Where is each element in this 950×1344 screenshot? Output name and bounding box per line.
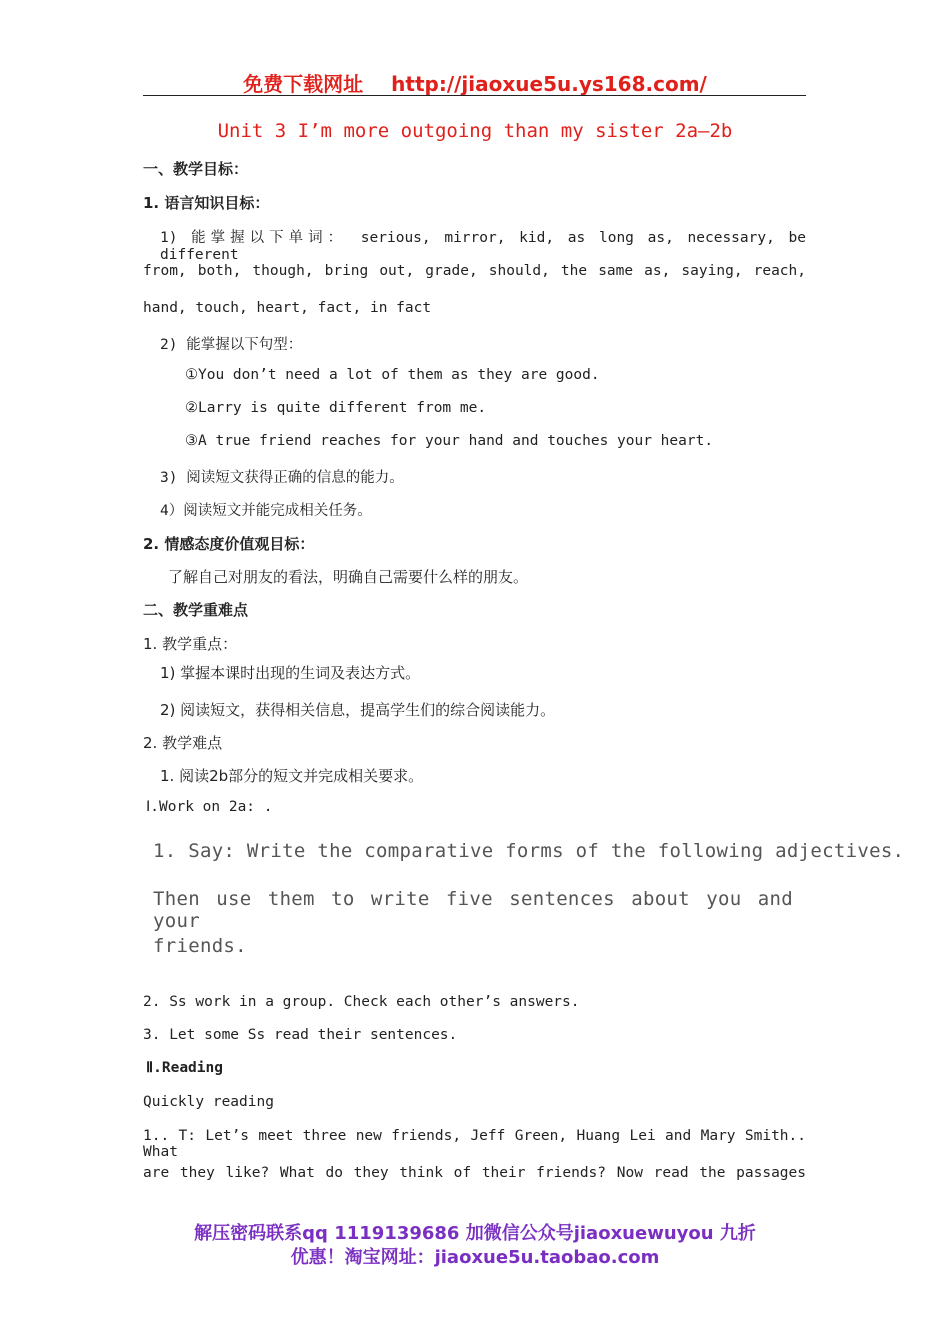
vocab-line-2: from, both, though, bring out, grade, should, the same as, saying, reach, — [143, 263, 806, 279]
footer-line-2: 优惠！淘宝网址：jiaoxue5u.taobao.com — [290, 1247, 660, 1268]
section-objectives-heading: 一、教学目标： — [143, 160, 249, 178]
step-2: 2. Ss work in a group. Check each other’s answers. — [143, 994, 580, 1010]
reading-para-line-1: 1.. T: Let’s meet three new friends, Jeff Green, Huang Lei and Mary Smith.. What — [143, 1128, 806, 1160]
sentence-patterns-item: 2) 能掌握以下句型： — [160, 337, 303, 353]
header-rule — [143, 95, 806, 96]
sentence-1: ①You don’t need a lot of them as they are good. — [185, 367, 600, 383]
difficulty-label: 2. 教学难点 — [143, 734, 223, 752]
footer-line-1: 解压密码联系qq 1119139686 加微信公众号jiaoxuewuyou 九折 — [194, 1223, 756, 1244]
reading-heading: Ⅱ.Reading — [146, 1060, 223, 1076]
reading-ability-item: 3) 阅读短文获得正确的信息的能力。 — [160, 470, 404, 486]
instruction-image-line-3: friends. — [153, 935, 247, 957]
key-points-label: 1. 教学重点： — [143, 635, 238, 653]
language-goals-heading: 1. 语言知识目标： — [143, 194, 270, 212]
vocab-line-1: 1) 能掌握以下单词： serious, mirror, kid, as long as, necessary, be different — [160, 230, 806, 263]
difficulty-1: 1. 阅读2b部分的短文并完成相关要求。 — [160, 767, 424, 785]
vocab-line-3: hand, touch, heart, fact, in fact — [143, 300, 432, 316]
work-on-2a-heading: Ⅰ.Work on 2a: . — [146, 799, 273, 815]
page-title: Unit 3 I’m more outgoing than my sister 2a—2b — [217, 120, 733, 142]
key-point-1: 1) 掌握本课时出现的生词及表达方式。 — [160, 664, 421, 682]
key-point-2: 2) 阅读短文，获得相关信息，提高学生们的综合阅读能力。 — [160, 701, 556, 719]
quick-reading-label: Quickly reading — [143, 1094, 274, 1110]
page-header — [0, 68, 950, 97]
section-key-points-heading: 二、教学重难点 — [143, 601, 249, 619]
instruction-image-line-1: 1. Say: Write the comparative forms of the following adjectives. — [153, 840, 905, 862]
sentence-3: ③A true friend reaches for your hand and touches your heart. — [185, 433, 714, 449]
header-label: 免费下载网址 — [243, 72, 364, 96]
sentence-2: ②Larry is quite different from me. — [185, 400, 487, 416]
instruction-image-line-2: Then use them to write five sentences about you and your — [153, 888, 793, 932]
attitude-goals-text: 了解自己对朋友的看法，明确自己需要什么样的朋友。 — [168, 568, 529, 586]
step-3: 3. Let some Ss read their sentences. — [143, 1027, 458, 1043]
reading-task-item: 4）阅读短文并能完成相关任务。 — [160, 503, 372, 519]
reading-para-line-2: are they like? What do they think of their friends? Now read the passages — [143, 1165, 806, 1181]
attitude-goals-heading: 2. 情感态度价值观目标： — [143, 535, 315, 553]
header-url[interactable]: http://jiaoxue5u.ys168.com/ — [391, 72, 707, 96]
